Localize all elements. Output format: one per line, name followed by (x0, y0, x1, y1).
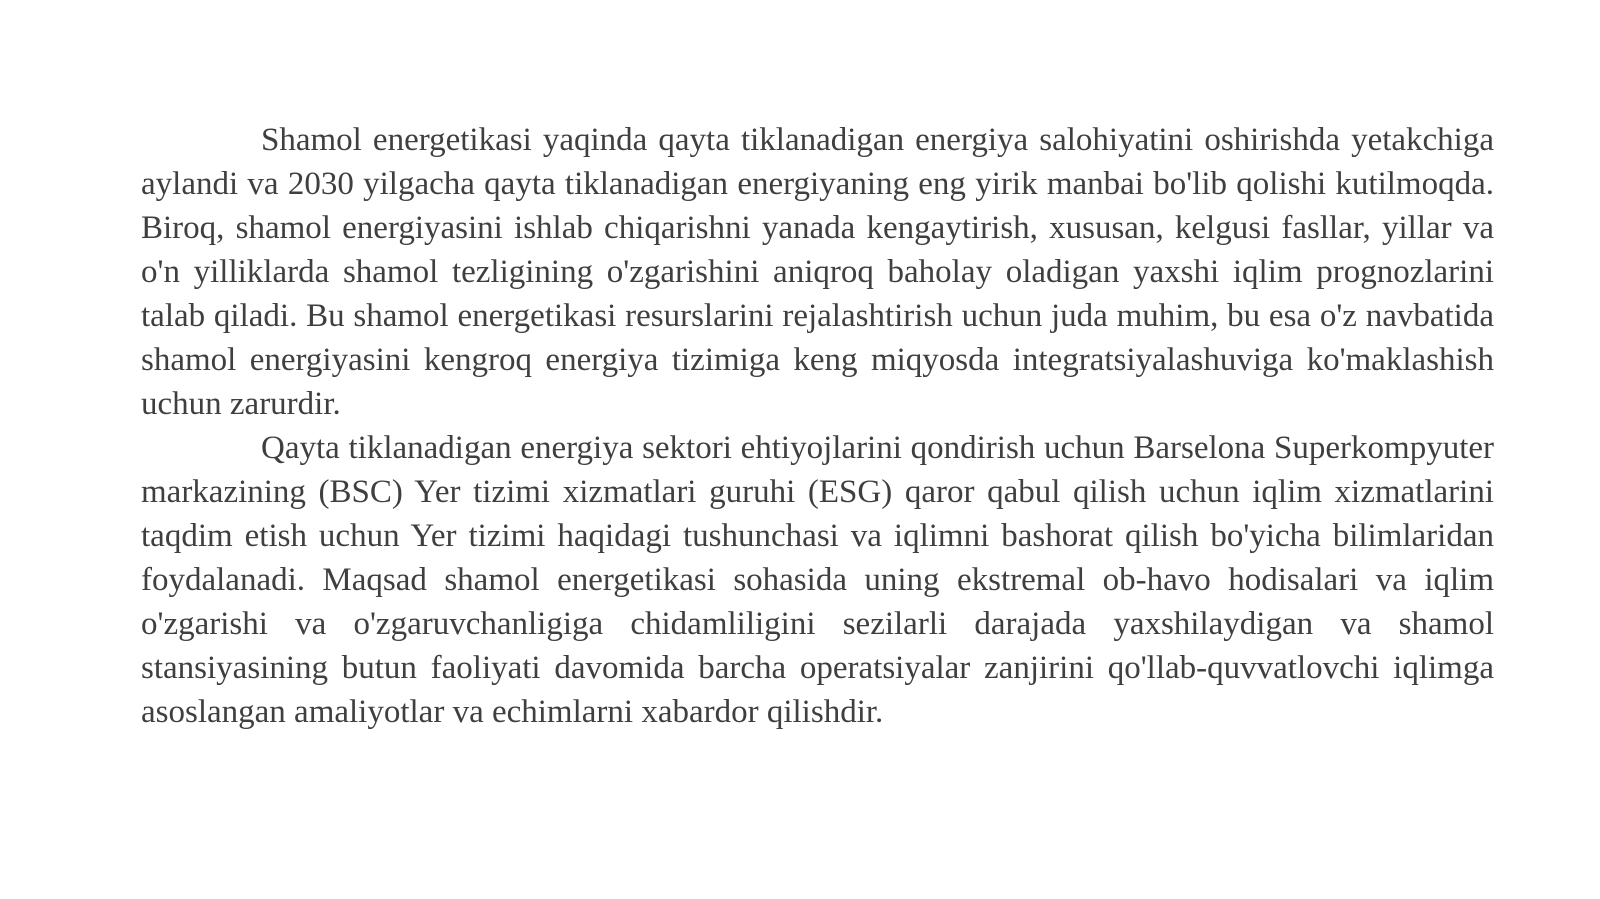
paragraph-wind-energy-forecasting: Shamol energetikasi yaqinda qayta tiklanadigan energiya salohiyatini oshirishda yetakchiga aylandi va 2030 yilgacha qayta tiklanadigan energiyaning eng yirik manbai bo'lib qolishi kutilmoqda. Biroq, shamol energiyasini ishlab chiqarishni yanada kengaytirish, xususan, kelgusi fasllar, yillar va o'n yilliklarda shamol tezligining o'zgarishini aniqroq baholay oladigan yaxshi iqlim prognozlarini talab qiladi. Bu shamol energetikasi resurslarini rejalashtirish uchun juda muhim, bu esa o'z navbatida shamol energiyasini kengroq energiya tizimiga keng miqyosda integratsiyalashuviga ko'maklashish uchun zarurdir. (141, 122, 1494, 422)
paragraph-bsc-climate-services: Qayta tiklanadigan energiya sektori ehtiyojlarini qondirish uchun Barselona Superkompyuter markazining (BSC) Yer tizimi xizmatlari guruhi (ESG) qaror qabul qilish uchun iqlim xizmatlarini taqdim etish uchun Yer tizimi haqidagi tushunchasi va iqlimni bashorat qilish bo'yicha bilimlaridan foydalanadi. Maqsad shamol energetikasi sohasida uning ekstremal ob-havo hodisalari va iqlim o'zgarishi va o'zgaruvchanligiga chidamliligini sezilarli darajada yaxshilaydigan va shamol stansiyasining butun faoliyati davomida barcha operatsiyalar zanjirini qo'llab-quvvatlovchi iqlimga asoslangan amaliyotlar va echimlarni xabardor qilishdir. (141, 430, 1494, 730)
body-text (141, 118, 1494, 734)
